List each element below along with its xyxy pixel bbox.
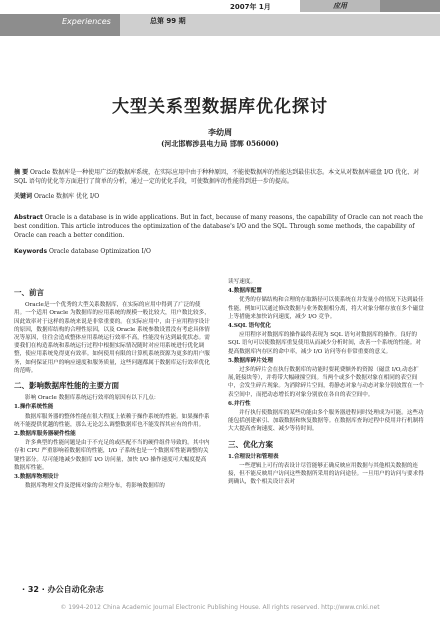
keywords-cn-label: 关键词: [14, 193, 33, 200]
page-footer: · 32 · 办公自动化杂志: [22, 585, 104, 594]
copyright-watermark: © 1994-2012 China Academic Journal Electronic Publishing House. All rights reserved. http://www.cnki.net: [60, 604, 380, 611]
abstract-en-label: Abstract: [14, 214, 43, 221]
paragraph: 数据库服务器的整体性能在很大程度上依赖于操作系统的性能。如果操作系统不能提供优越的性能，那么无论怎么调整数据库也不能发挥其应有的作用。: [14, 413, 210, 428]
paragraph: 影响 Oracle 数据库系统运行效率的原因有以下几点：: [25, 395, 160, 402]
paragraph: 优秀的存储结构和合理的存取路径可以使系统在并发量小的情况下达到最佳性能。例如可以通过修改数据与业务数据相分离，将大对象分解存放在多个磁盘上等措施来加快访问速度，减少 I/O 竞争。: [228, 297, 424, 320]
article-title: 大型关系型数据库优化探讨: [112, 97, 328, 117]
header-date: 2007年 1月: [230, 3, 271, 11]
abstract-cn: [14, 168, 428, 186]
subsection-heading: 4.SQL 语句优化: [228, 323, 272, 330]
paragraph: 应用程序对数据库的操作最终表现为 SQL 语句对数据库的操作。良好的 SQL 语句可以使数据库重复使用从而减少分析时间，改善一个系统的性能。对提高数据库内存区的命中率，减少 I/O 访问等有非常重要的意义。: [228, 332, 421, 355]
header-issue: 总第 99 期: [150, 17, 186, 25]
subsection-heading: 1.操作系统性能: [14, 404, 54, 411]
subsection-heading: 5.数据库碎片处理: [228, 357, 273, 364]
author-name: 李幼周: [208, 127, 232, 137]
subsection-heading: 6.并行性: [228, 400, 251, 407]
paragraph: 读写速度。: [228, 279, 256, 285]
abstract-cn-text: Oracle 数据库是一种使用广泛的数据库系统，在实际应用中由于种种原因，不能使数据库的性能达到最佳状态。本文从对数据库磁盘 I/O 优化、对 SQL 语句的优化等方面进行了简单的分析，通过一定的优化手段，可使数据库的性能得到进一步的提高。: [14, 169, 420, 185]
header-section-tag: 应用: [300, 0, 380, 12]
header-experiences: Experiences: [62, 17, 111, 26]
section-heading: 一、前言: [14, 288, 44, 297]
keywords-cn-text: Oracle 数据库 优化 I/O: [33, 193, 100, 200]
keywords-en: [14, 247, 428, 256]
abstract-en-text: Oracle is a database is in wide applications. But in fact, because of many reasons, the capability of Oracle can not reach the best condition. This article introduces the optimization of the database's I/O and the SQL. Through some methods, the capability of Oracle can reach a better condition.: [14, 214, 423, 239]
paragraph: Oracle是一个优秀的大型关系数据库，在实际的应用中得到了广泛的使用。一个适用 Oracle 为数据库的应用系统的规模一般比较大，用户数比较多，因此效率对于这样的系统来说是非常重要的。在实际应用中，由于应用程序设计的原因，数据库结构的合理性原因，以及 Oracle 系统参数设置没有考虑具体情况等原因，往往会造成整体应用系统运行效率不高，性能没有达到最优状态。需要我们在构造系统和系统运行过程中根据实际情况随时对应用系统进行优化调整，使应用系统免得更有效率。如何使用有限的计算机系统资源为更多的用户服务，如何保证用户的响应速度和服务质量，这些问题都属于数据库运行效率优化的范畴。: [14, 302, 210, 374]
abstract-en: [14, 213, 428, 240]
paragraph: 一些逻辑上可行的表设计尽管能够正确反映应用数据与其他相关数据的连接，但不能反映用户访问这些数据所采用的访问途径。一旦用户的访问与要求得到确认，数个相关设计表对: [228, 463, 424, 486]
author-affiliation: (河北邯郸涉县电力局 邯郸 056000): [161, 139, 279, 148]
body-column-left: [14, 282, 210, 491]
body-column-right: [228, 278, 424, 488]
subsection-heading: 2.数据库服务器硬件性能: [14, 431, 76, 438]
section-heading: 二、影响数据库性能的主要方面: [14, 381, 119, 391]
paragraph: 并行执行使数据库的某些功能由多个服务器进程同时处理成为可能。这些功能包括创建索引、加载数据和恢复数据等。在数据库查询过程中使用并行机制将大大提高查询速度、减少等待时间。: [228, 410, 424, 433]
paragraph: 许多典型的性能问题是由于不充足的或匹配不当的硬件组件导致的。其中内存和 CPU 严重影响着数据库的性能，I/O 子系统也是一个数据库性能调整的关键性部分。尽可能地减少数据库 I/O 访问量，加快 I/O 操作速度可大幅度提高数据库性能。: [14, 440, 210, 471]
paragraph: 数据库物理文件及逻辑对象的合理分布，将影响数据库的: [25, 483, 165, 490]
keywords-cn: [14, 192, 428, 201]
abstract-cn-label: 摘 要: [14, 169, 29, 176]
keywords-en-text: Oracle database Optimization I/O: [48, 248, 151, 255]
keywords-en-label: Keywords: [14, 248, 48, 255]
subsection-heading: 4.数据库配置: [228, 288, 262, 295]
header-decor-block: [380, 0, 440, 12]
paragraph: 过多的碎片会在执行数据库的功能时要耗费额外的资源（磁盘 I/O,动态扩展,链接块等），并将带大幅碰撞空间。当两个或多个数据对象在相同的表空间中，会发生碎片现象。为消除碎片空间，将静态对象与动态对象分别放置在一个表空间中，而把动态增长的对象分别放在各自的表空间中。: [228, 367, 424, 398]
subsection-heading: 3.数据库物理设计: [14, 474, 59, 481]
section-heading: 三、优化方案: [228, 439, 273, 449]
subsection-heading: 1.合理设计和管理表: [228, 453, 279, 460]
